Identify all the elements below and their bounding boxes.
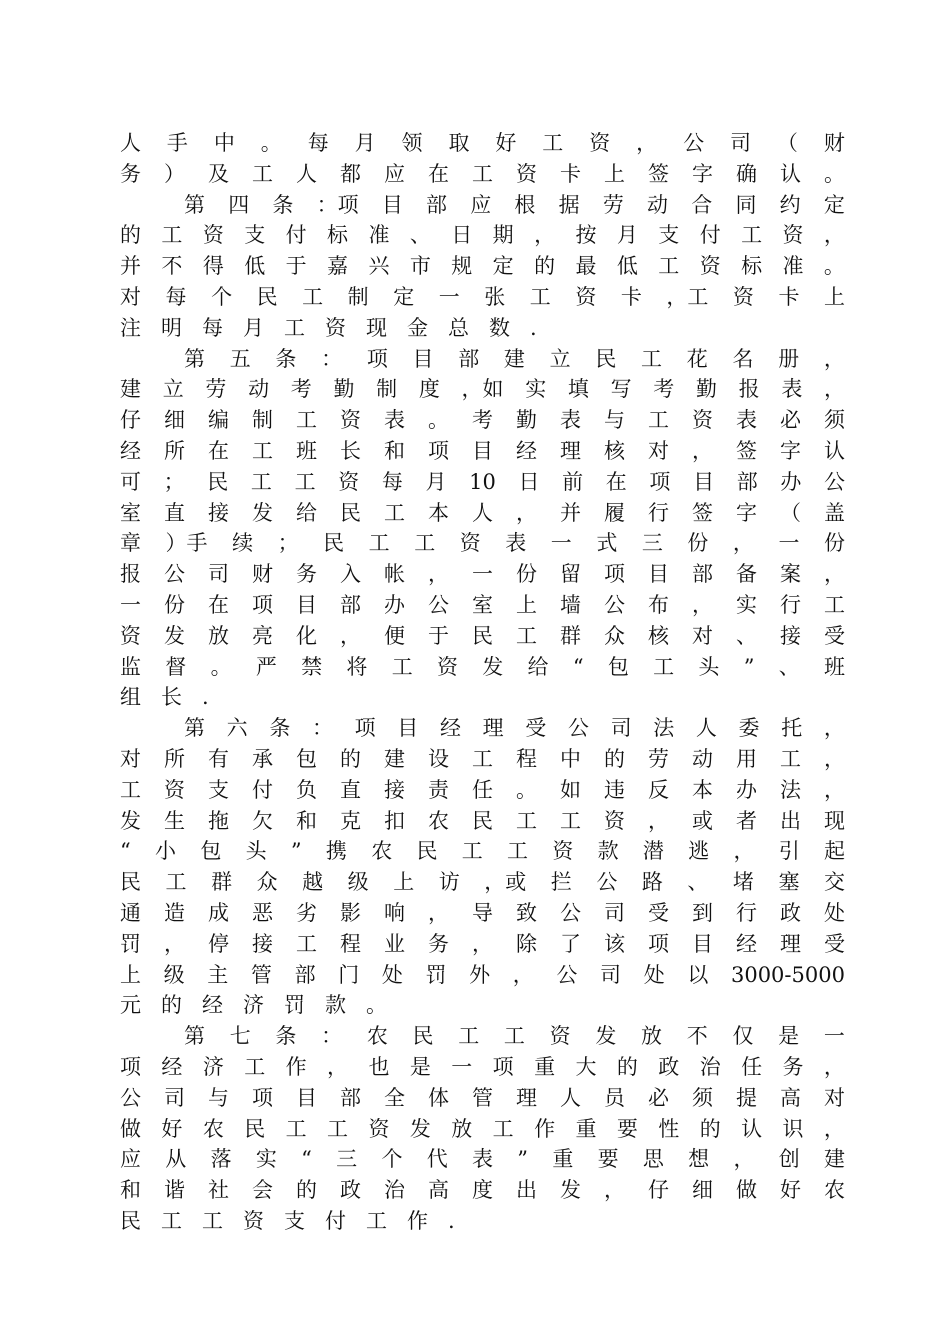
text-line: 发 生 拖 欠 和 克 扣 农 民 工 工 资 ， 或 者 出 现	[120, 808, 845, 833]
text-line: 民 工 群 众 越 级 上 访 ，或 拦 公 路 、 堵 塞 交	[120, 870, 845, 895]
text-line: 项 经 济 工 作 ， 也 是 一 项 重 大 的 政 治 任 务 ，	[120, 1054, 845, 1079]
text-line: 可 ； 民 工 工 资 每 月 10 日 前 在 项 目 部 办 公	[120, 469, 845, 494]
document-body	[120, 128, 845, 1237]
text-line: 经 所 在 工 班 长 和 项 目 经 理 核 对 ， 签 字 认	[120, 438, 845, 463]
text-line: 元 的 经 济 罚 款 。	[120, 993, 387, 1018]
text-line: 和 谐 社 会 的 政 治 高 度 出 发 ， 仔 细 做 好 农	[120, 1178, 845, 1203]
text-line: 组 长 .	[120, 685, 209, 710]
text-line: 人 手 中 。 每 月 领 取 好 工 资 ， 公 司 （ 财	[120, 131, 845, 155]
text-line: 通 造 成 恶 劣 影 响 ， 导 致 公 司 受 到 行 政 处	[120, 900, 845, 925]
text-line: 应 从 落 实 “ 三 个 代 表 ” 重 要 思 想 ， 创 建	[120, 1147, 845, 1172]
text-line: 一 份 在 项 目 部 办 公 室 上 墙 公 布 ， 实 行 工	[120, 592, 845, 617]
text-line: 公 司 与 项 目 部 全 体 管 理 人 员 必 须 提 高 对	[120, 1085, 845, 1110]
text-line: 注 明 每 月 工 资 现 金 总 数 .	[120, 315, 537, 340]
text-line: 第 五 条 ： 项 目 部 建 立 民 工 花 名 册 ，	[184, 346, 845, 371]
text-line: 建 立 劳 动 考 勤 制 度 ，如 实 填 写 考 勤 报 表 ，	[120, 377, 845, 402]
text-line: 务 ） 及 工 人 都 应 在 工 资 卡 上 签 字 确 认 。	[120, 161, 845, 186]
text-line: 监 督 。 严 禁 将 工 资 发 给 “ 包 工 头 ” 、 班	[120, 654, 845, 679]
text-line: 工 资 支 付 负 直 接 责 任 。 如 违 反 本 办 法 ，	[120, 777, 845, 802]
text-line: 章 ）手 续 ； 民 工 工 资 表 一 式 三 份 ， 一 份	[120, 531, 845, 556]
text-line: 做 好 农 民 工 工 资 发 放 工 作 重 要 性 的 认 识 ，	[120, 1116, 845, 1141]
text-line: 室 直 接 发 给 民 工 本 人 ， 并 履 行 签 字 （ 盖	[120, 500, 845, 525]
text-line: 上 级 主 管 部 门 处 罚 外 ， 公 司 处 以 3000-5000	[120, 962, 845, 987]
text-line: 报 公 司 财 务 入 帐 ， 一 份 留 项 目 部 备 案 ，	[120, 562, 845, 587]
text-line: 第 四 条 ：项 目 部 应 根 据 劳 动 合 同 约 定	[184, 192, 845, 217]
text-line: 资 发 放 亮 化 ， 便 于 民 工 群 众 核 对 、 接 受	[120, 623, 845, 648]
text-line: 罚 ， 停 接 工 程 业 务 ， 除 了 该 项 目 经 理 受	[120, 931, 845, 956]
text-line: 第 六 条 ： 项 目 经 理 受 公 司 法 人 委 托 ，	[184, 716, 845, 741]
text-line: 并 不 得 低 于 嘉 兴 市 规 定 的 最 低 工 资 标 准 。	[120, 254, 845, 279]
text-line: 对 所 有 承 包 的 建 设 工 程 中 的 劳 动 用 工 ，	[120, 746, 845, 771]
text-line: 第 七 条 ： 农 民 工 工 资 发 放 不 仅 是 一	[184, 1024, 845, 1049]
text-line: 的 工 资 支 付 标 准 、 日 期 ， 按 月 支 付 工 资 ，	[120, 223, 845, 248]
text-line: “ 小 包 头 ” 携 农 民 工 工 资 款 潜 逃 ， 引 起	[120, 839, 845, 864]
text-line: 仔 细 编 制 工 资 表 。 考 勤 表 与 工 资 表 必 须	[120, 408, 845, 433]
text-line: 民 工 工 资 支 付 工 作 .	[120, 1208, 455, 1233]
text-line: 对 每 个 民 工 制 定 一 张 工 资 卡 ，工 资 卡 上	[120, 284, 845, 309]
